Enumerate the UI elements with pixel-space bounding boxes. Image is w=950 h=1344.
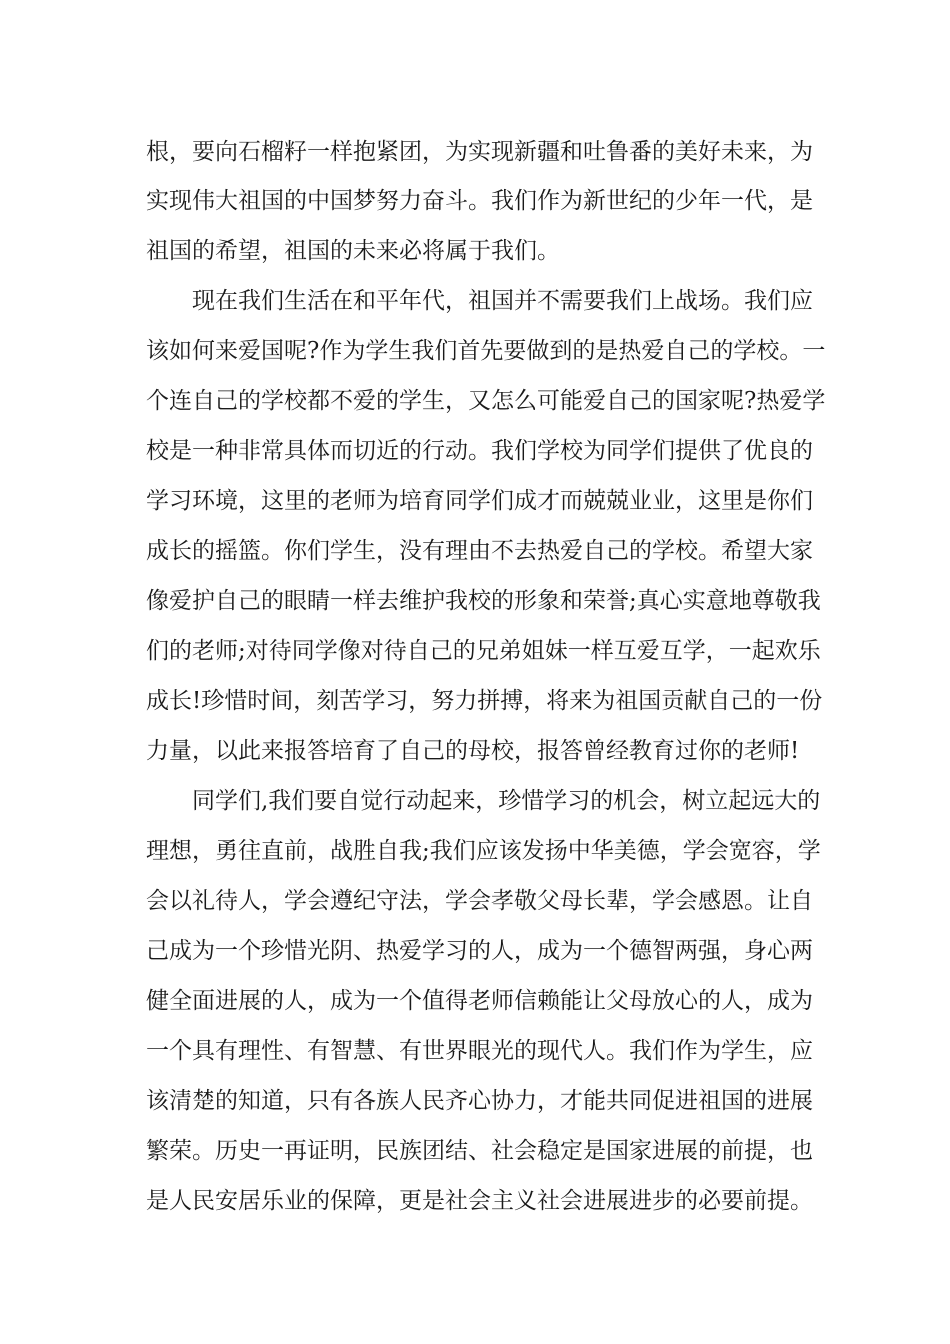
text-line: 像爱护自己的眼睛一样去维护我校的形象和荣誉;真心实意地尊敬我 — [146, 588, 821, 614]
text-line: 个连自己的学校都不爱的学生，又怎么可能爱自己的国家呢?热爱学 — [146, 388, 826, 414]
paragraph-first-line: 现在我们生活在和平年代，祖国并不需要我们上战场。我们应 — [192, 288, 813, 314]
text-line: 一个具有理性、有智慧、有世界眼光的现代人。我们作为学生，应 — [146, 1038, 813, 1064]
text-line: 校是一种非常具体而切近的行动。我们学校为同学们提供了优良的 — [146, 438, 813, 464]
text-line: 学习环境，这里的老师为培育同学们成才而兢兢业业，这里是你们 — [146, 488, 813, 514]
text-line: 健全面进展的人，成为一个值得老师信赖能让父母放心的人，成为 — [146, 988, 813, 1014]
text-line: 力量，以此来报答培育了自己的母校，报答曾经教育过你的老师! — [146, 738, 800, 764]
text-line: 成长!珍惜时间，刻苦学习，努力拼搏，将来为祖国贡献自己的一份 — [146, 688, 823, 714]
text-line: 该如何来爱国呢?作为学生我们首先要做到的是热爱自己的学校。一 — [146, 338, 826, 364]
text-line: 成长的摇篮。你们学生，没有理由不去热爱自己的学校。希望大家 — [146, 538, 813, 564]
text-line: 们的老师;对待同学像对待自己的兄弟姐妹一样互爱互学，一起欢乐 — [146, 638, 821, 664]
text-line: 己成为一个珍惜光阴、热爱学习的人，成为一个德智两强，身心两 — [146, 938, 813, 964]
text-line: 繁荣。历史一再证明，民族团结、社会稳定是国家进展的前提，也 — [146, 1138, 813, 1164]
text-line: 根，要向石榴籽一样抱紧团，为实现新疆和吐鲁番的美好未来，为 — [146, 139, 813, 165]
paragraph-first-line: 同学们,我们要自觉行动起来，珍惜学习的机会，树立起远大的 — [192, 788, 821, 814]
text-line: 祖国的希望，祖国的未来必将属于我们。 — [146, 238, 560, 264]
text-line: 是人民安居乐业的保障，更是社会主义社会进展进步的必要前提。 — [146, 1188, 813, 1214]
text-line: 理想，勇往直前，战胜自我;我们应该发扬中华美德，学会宽容，学 — [146, 838, 821, 864]
text-line: 实现伟大祖国的中国梦努力奋斗。我们作为新世纪的少年一代，是 — [146, 188, 813, 214]
text-line: 该清楚的知道，只有各族人民齐心协力，才能共同促进祖国的进展 — [146, 1088, 813, 1114]
text-line: 会以礼待人，学会遵纪守法，学会孝敬父母长辈，学会感恩。让自 — [146, 888, 813, 914]
